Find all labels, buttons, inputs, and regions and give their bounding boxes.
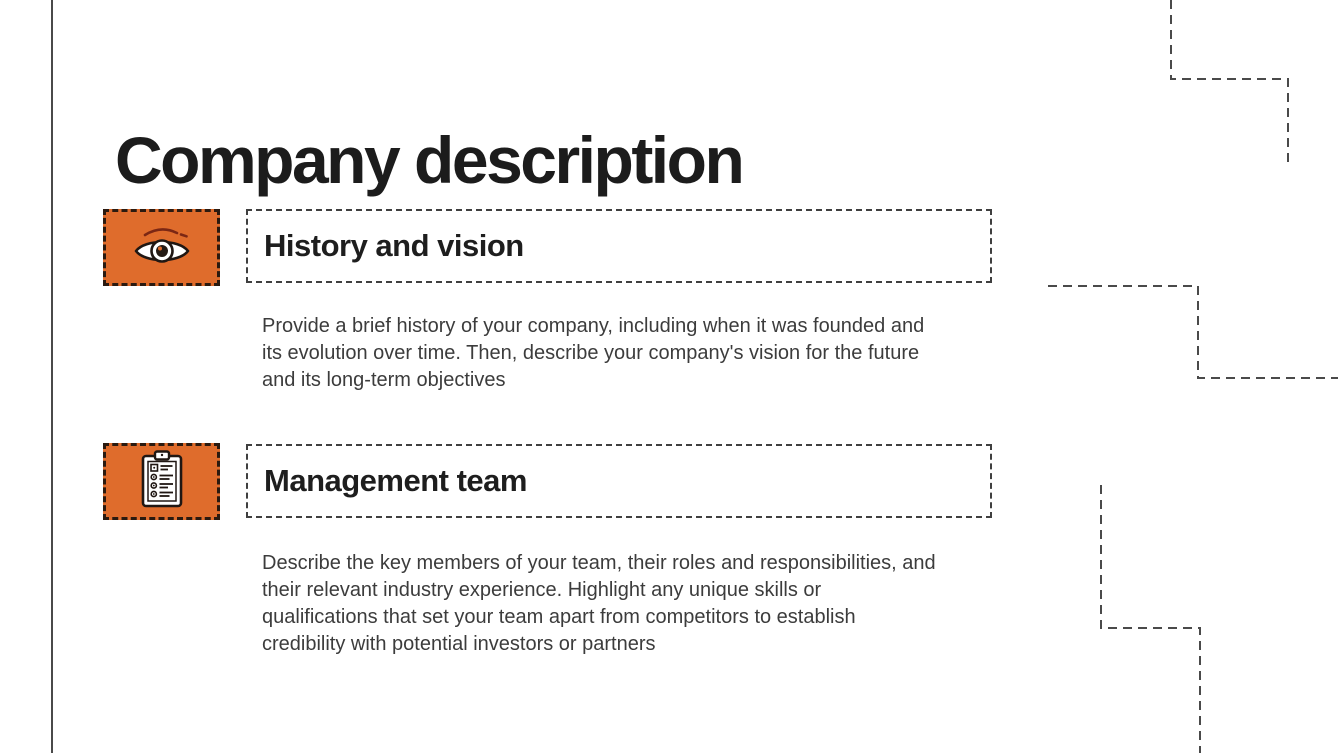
- body-line: their relevant industry experience. Highlight any unique skills or: [262, 579, 822, 601]
- clipboard-icon: [139, 449, 185, 514]
- dashed-step-mid-right: [1048, 286, 1338, 378]
- history-icon-box: [103, 209, 220, 286]
- page-title: Company description: [115, 123, 743, 198]
- history-body-text: [262, 313, 924, 394]
- eye-icon: [131, 222, 193, 273]
- left-vertical-rule: [51, 0, 53, 753]
- body-line: Describe the key members of your team, their roles and responsibilities, and: [262, 552, 936, 574]
- body-line: credibility with potential investors or partners: [262, 633, 656, 655]
- management-heading: Management team: [264, 463, 527, 498]
- management-icon-box: [103, 443, 220, 520]
- body-line: and its long-term objectives: [262, 369, 506, 391]
- dashed-step-bottom-right: [1101, 485, 1200, 753]
- history-heading-box: [246, 209, 992, 283]
- body-line: its evolution over time. Then, describe your company's vision for the future: [262, 342, 920, 364]
- dashed-step-top-right: [1171, 0, 1288, 163]
- management-heading-box: [246, 444, 992, 518]
- management-body-text: [262, 550, 936, 658]
- body-line: Provide a brief history of your company, including when it was founded and: [262, 315, 925, 337]
- body-line: qualifications that set your team apart from competitors to establish: [262, 606, 856, 628]
- history-heading: History and vision: [264, 228, 524, 263]
